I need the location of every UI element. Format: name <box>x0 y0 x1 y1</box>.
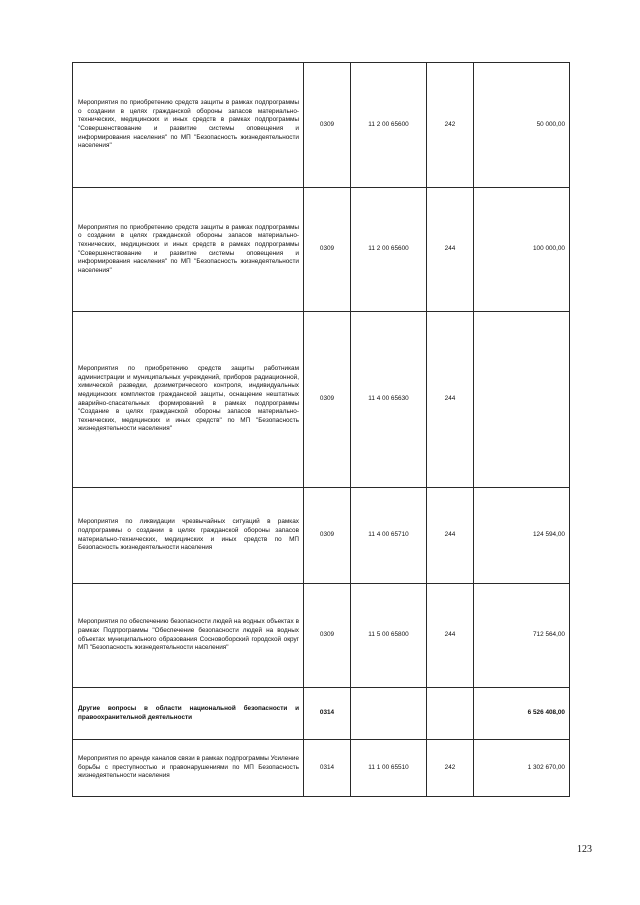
section-code-cell: 0309 <box>304 312 351 488</box>
section-code-cell: 0314 <box>304 688 351 740</box>
page-number: 123 <box>577 844 592 855</box>
table-row <box>73 312 570 488</box>
section-code-cell: 0309 <box>304 63 351 188</box>
amount-cell: 50 000,00 <box>474 63 570 188</box>
description-cell: Мероприятия по приобретению средств защиты в рамках подпрограммы о создании в целях гражданской обороны запасов материально-технических, медицинских и иных средств в рамках подпрограммы "Совершенствование и развитие системы оповещения и информирования населения" по МП "Безопасность жизнедеятельности населения" <box>73 63 304 188</box>
target-code-cell: 11 2 00 65600 <box>351 63 427 188</box>
description-cell: Мероприятия по аренде каналов связи в рамках подпрограммы Усиление борьбы с преступностью и правонарушениями по МП Безопасность жизнедеятельности населения <box>73 740 304 797</box>
table-row <box>73 584 570 688</box>
amount-cell: 1 302 670,00 <box>474 740 570 797</box>
amount-cell: 100 000,00 <box>474 188 570 312</box>
table-row <box>73 188 570 312</box>
section-code-cell: 0309 <box>304 488 351 584</box>
amount-cell: 6 526 408,00 <box>474 688 570 740</box>
target-code-cell <box>351 688 427 740</box>
target-code-cell: 11 5 00 65800 <box>351 584 427 688</box>
target-code-cell: 11 2 00 65600 <box>351 188 427 312</box>
expense-type-cell: 244 <box>427 312 474 488</box>
section-code-cell: 0309 <box>304 584 351 688</box>
description-cell: Другие вопросы в области национальной безопасности и правоохранительной деятельности <box>73 688 304 740</box>
table-row <box>73 488 570 584</box>
description-cell: Мероприятия по приобретению средств защиты в рамках подпрограммы о создании в целях гражданской обороны запасов материально-технических, медицинских и иных средств в рамках подпрограммы "Совершенствование и развитие системы оповещения и информирования населения" по МП "Безопасность жизнедеятельности населения" <box>73 188 304 312</box>
section-code-cell: 0309 <box>304 188 351 312</box>
expense-type-cell: 244 <box>427 584 474 688</box>
target-code-cell: 11 4 00 65630 <box>351 312 427 488</box>
budget-table <box>72 62 570 797</box>
description-cell: Мероприятия по приобретению средств защиты работникам администрации и муниципальных учреждений, приборов радиационной, химической разведки, дозиметрического контроля, индивидуальных медицинских комплектов гражданской защиты, оснащение нештатных аварийно-спасательных формирований в рамках подпрограммы "Создание в целях гражданской обороны запасов материально-технических, медицинских и иных средств" по МП "Безопасность жизнедеятельности населения" <box>73 312 304 488</box>
table-row <box>73 740 570 797</box>
amount-cell: 124 594,00 <box>474 488 570 584</box>
target-code-cell: 11 4 00 65710 <box>351 488 427 584</box>
expense-type-cell: 244 <box>427 188 474 312</box>
table-row <box>73 688 570 740</box>
expense-type-cell <box>427 688 474 740</box>
description-cell: Мероприятия по обеспечению безопасности людей на водных объектах в рамках Подпрограммы "Обеспечение безопасности людей на водных объектах муниципального образования Сосновоборский городской округ МП "Безопасность жизнедеятельности населения" <box>73 584 304 688</box>
expense-type-cell: 242 <box>427 63 474 188</box>
table-row <box>73 63 570 188</box>
amount-cell <box>474 312 570 488</box>
expense-type-cell: 242 <box>427 740 474 797</box>
expense-type-cell: 244 <box>427 488 474 584</box>
description-cell: Мероприятия по ликвидации чрезвычайных ситуаций в рамках подпрограммы о создании в целях гражданской обороны запасов материально-технических, медицинских и иных средств по МП Безопасность жизнедеятельности населения <box>73 488 304 584</box>
target-code-cell: 11 1 00 65510 <box>351 740 427 797</box>
amount-cell: 712 564,00 <box>474 584 570 688</box>
section-code-cell: 0314 <box>304 740 351 797</box>
table-body <box>73 63 570 797</box>
